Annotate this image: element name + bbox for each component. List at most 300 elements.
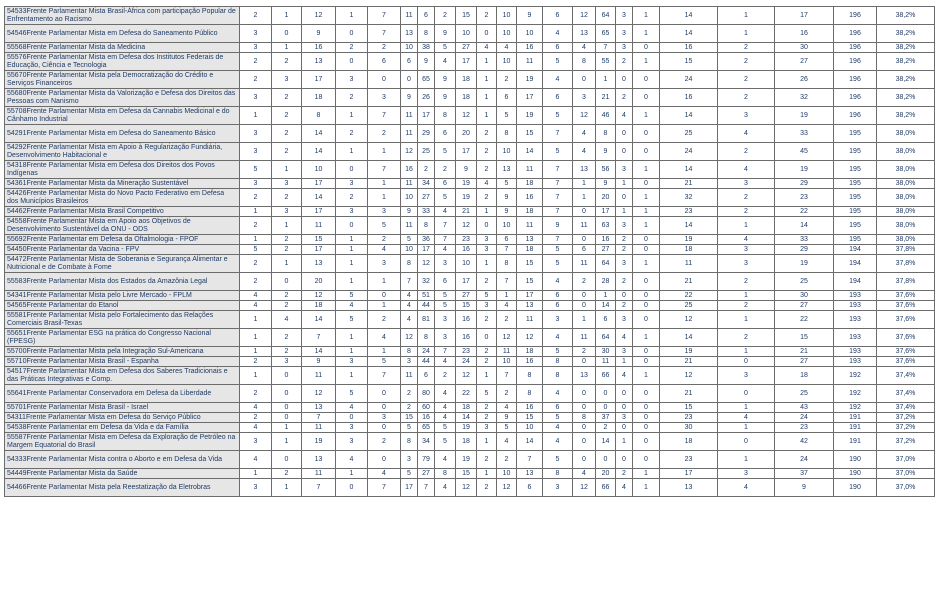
- count-cell: 16: [660, 43, 718, 53]
- count-cell: 7: [435, 217, 456, 235]
- table-row: [5, 301, 935, 311]
- percentage-cell: 38,0%: [877, 179, 935, 189]
- total-cell: 190: [834, 469, 877, 479]
- count-cell: 18: [517, 245, 543, 255]
- count-cell: 0: [573, 235, 596, 245]
- count-cell: 5: [543, 143, 573, 161]
- count-cell: 1: [336, 7, 368, 25]
- count-cell: 24: [660, 143, 718, 161]
- count-cell: 1: [616, 357, 633, 367]
- count-cell: 9: [401, 207, 418, 217]
- count-cell: 16: [302, 43, 336, 53]
- count-cell: 7: [543, 235, 573, 245]
- count-cell: 7: [368, 367, 401, 385]
- count-cell: 4: [718, 413, 775, 423]
- table-row: [5, 347, 935, 357]
- count-cell: 2: [477, 7, 497, 25]
- percentage-cell: 37,2%: [877, 433, 935, 451]
- count-cell: 7: [497, 273, 517, 291]
- table-row: [5, 25, 935, 43]
- count-cell: 18: [456, 403, 477, 413]
- count-cell: 3: [616, 7, 633, 25]
- count-cell: 18: [517, 347, 543, 357]
- front-name-cell: 54361Frente Parlamentar Mista da Mineração Sustentável: [5, 179, 240, 189]
- count-cell: 2: [368, 43, 401, 53]
- count-cell: 10: [497, 469, 517, 479]
- count-cell: 1: [633, 207, 660, 217]
- count-cell: 3: [240, 25, 272, 43]
- count-cell: 0: [336, 479, 368, 497]
- count-cell: 32: [660, 189, 718, 207]
- front-name-cell: 54538Frente Parlamentar em Defesa da Vida e da Família: [5, 423, 240, 433]
- count-cell: 21: [456, 207, 477, 217]
- count-cell: 16: [517, 357, 543, 367]
- count-cell: 0: [633, 89, 660, 107]
- count-cell: 3: [336, 433, 368, 451]
- count-cell: 1: [497, 291, 517, 301]
- count-cell: 1: [240, 107, 272, 125]
- table-row: [5, 479, 935, 497]
- count-cell: 10: [401, 43, 418, 53]
- front-name-cell: 54292Frente Parlamentar Mista em Apoio à Regularização Fundiária, Desenvolvimento Habitacional e: [5, 143, 240, 161]
- total-cell: 191: [834, 433, 877, 451]
- percentage-cell: 37,8%: [877, 273, 935, 291]
- count-cell: 0: [573, 423, 596, 433]
- count-cell: 4: [497, 433, 517, 451]
- count-cell: 10: [401, 189, 418, 207]
- count-cell: 1: [633, 329, 660, 347]
- count-cell: 16: [456, 329, 477, 347]
- count-cell: 16: [456, 311, 477, 329]
- count-cell: 0: [633, 235, 660, 245]
- count-cell: 5: [240, 161, 272, 179]
- count-cell: 2: [435, 161, 456, 179]
- count-cell: 3: [368, 207, 401, 217]
- count-cell: 3: [477, 235, 497, 245]
- count-cell: 2: [477, 273, 497, 291]
- count-cell: 1: [272, 217, 302, 235]
- table-row: [5, 255, 935, 273]
- count-cell: 5: [543, 451, 573, 469]
- table-row: [5, 413, 935, 423]
- count-cell: 4: [368, 245, 401, 255]
- count-cell: 29: [775, 179, 834, 189]
- count-cell: 3: [272, 71, 302, 89]
- total-cell: 196: [834, 89, 877, 107]
- count-cell: 0: [368, 403, 401, 413]
- count-cell: 1: [633, 107, 660, 125]
- percentage-cell: 37,0%: [877, 469, 935, 479]
- count-cell: 0: [573, 357, 596, 367]
- percentage-cell: 38,2%: [877, 71, 935, 89]
- count-cell: 1: [718, 451, 775, 469]
- count-cell: 2: [418, 161, 435, 179]
- count-cell: 19: [517, 71, 543, 89]
- count-cell: 0: [718, 385, 775, 403]
- count-cell: 0: [616, 423, 633, 433]
- count-cell: 2: [596, 423, 616, 433]
- front-name-cell: 54546Frente Parlamentar Mista em Defesa do Saneamento Público: [5, 25, 240, 43]
- count-cell: 3: [240, 479, 272, 497]
- count-cell: 0: [596, 451, 616, 469]
- count-cell: 1: [272, 479, 302, 497]
- count-cell: 4: [435, 53, 456, 71]
- count-cell: 24: [775, 413, 834, 423]
- count-cell: 1: [368, 301, 401, 311]
- count-cell: 9: [456, 161, 477, 179]
- count-cell: 44: [418, 357, 435, 367]
- count-cell: 1: [633, 367, 660, 385]
- count-cell: 3: [435, 329, 456, 347]
- count-cell: 15: [401, 413, 418, 423]
- total-cell: 191: [834, 413, 877, 423]
- count-cell: 4: [573, 143, 596, 161]
- count-cell: 9: [543, 217, 573, 235]
- count-cell: 6: [543, 7, 573, 25]
- count-cell: 30: [596, 347, 616, 357]
- count-cell: 2: [401, 385, 418, 403]
- percentage-cell: 38,0%: [877, 207, 935, 217]
- count-cell: 3: [616, 413, 633, 423]
- count-cell: 23: [660, 413, 718, 423]
- count-cell: 22: [775, 311, 834, 329]
- percentage-cell: 38,2%: [877, 89, 935, 107]
- count-cell: 25: [418, 143, 435, 161]
- percentage-cell: 37,6%: [877, 347, 935, 357]
- table-row: [5, 273, 935, 291]
- count-cell: 0: [633, 357, 660, 367]
- count-cell: 4: [240, 423, 272, 433]
- count-cell: 1: [336, 347, 368, 357]
- front-name-cell: 54466Frente Parlamentar Mista pela Reestatização da Eletrobras: [5, 479, 240, 497]
- count-cell: 3: [573, 89, 596, 107]
- count-cell: 1: [368, 143, 401, 161]
- count-cell: 19: [660, 235, 718, 245]
- count-cell: 0: [477, 329, 497, 347]
- count-cell: 4: [543, 273, 573, 291]
- count-cell: 6: [517, 479, 543, 497]
- count-cell: 2: [272, 329, 302, 347]
- count-cell: 14: [660, 25, 718, 43]
- count-cell: 2: [718, 273, 775, 291]
- count-cell: 16: [401, 161, 418, 179]
- count-cell: 0: [573, 385, 596, 403]
- count-cell: 2: [616, 53, 633, 71]
- count-cell: 8: [302, 107, 336, 125]
- count-cell: 1: [336, 235, 368, 245]
- total-cell: 195: [834, 207, 877, 217]
- count-cell: 9: [302, 25, 336, 43]
- count-cell: 2: [368, 433, 401, 451]
- report-table-container: [4, 6, 935, 497]
- count-cell: 2: [477, 143, 497, 161]
- count-cell: 5: [336, 385, 368, 403]
- count-cell: 3: [435, 255, 456, 273]
- count-cell: 16: [418, 413, 435, 423]
- count-cell: 5: [543, 255, 573, 273]
- total-cell: 196: [834, 71, 877, 89]
- count-cell: 21: [660, 357, 718, 367]
- count-cell: 5: [401, 423, 418, 433]
- count-cell: 0: [336, 161, 368, 179]
- count-cell: 17: [418, 107, 435, 125]
- total-cell: 192: [834, 403, 877, 413]
- percentage-cell: 38,0%: [877, 235, 935, 245]
- count-cell: 7: [543, 125, 573, 143]
- count-cell: 3: [543, 479, 573, 497]
- count-cell: 3: [718, 179, 775, 189]
- count-cell: 2: [240, 273, 272, 291]
- count-cell: 4: [435, 245, 456, 255]
- count-cell: 23: [775, 423, 834, 433]
- count-cell: 0: [633, 413, 660, 423]
- count-cell: 3: [543, 311, 573, 329]
- count-cell: 2: [477, 413, 497, 423]
- count-cell: 0: [718, 433, 775, 451]
- count-cell: 6: [497, 235, 517, 245]
- count-cell: 15: [775, 329, 834, 347]
- count-cell: 7: [517, 451, 543, 469]
- count-cell: 17: [660, 469, 718, 479]
- count-cell: 14: [302, 189, 336, 207]
- count-cell: 15: [456, 469, 477, 479]
- total-cell: 193: [834, 291, 877, 301]
- count-cell: 1: [368, 179, 401, 189]
- count-cell: 65: [418, 423, 435, 433]
- count-cell: 9: [775, 479, 834, 497]
- count-cell: 0: [336, 53, 368, 71]
- count-cell: 4: [435, 479, 456, 497]
- count-cell: 22: [660, 291, 718, 301]
- count-cell: 2: [477, 403, 497, 413]
- count-cell: 21: [775, 347, 834, 357]
- count-cell: 4: [616, 367, 633, 385]
- count-cell: 5: [497, 107, 517, 125]
- front-name-cell: 54311Frente Parlamentar Mista em Defesa do Serviço Público: [5, 413, 240, 423]
- count-cell: 1: [272, 255, 302, 273]
- count-cell: 2: [272, 189, 302, 207]
- percentage-cell: 37,6%: [877, 311, 935, 329]
- count-cell: 45: [775, 143, 834, 161]
- total-cell: 193: [834, 347, 877, 357]
- count-cell: 6: [543, 89, 573, 107]
- count-cell: 2: [336, 43, 368, 53]
- count-cell: 1: [477, 71, 497, 89]
- percentage-cell: 38,0%: [877, 217, 935, 235]
- table-row: [5, 125, 935, 143]
- count-cell: 3: [240, 43, 272, 53]
- count-cell: 2: [718, 71, 775, 89]
- count-cell: 0: [272, 403, 302, 413]
- count-cell: 2: [477, 357, 497, 367]
- total-cell: 195: [834, 143, 877, 161]
- total-cell: 193: [834, 301, 877, 311]
- count-cell: 23: [456, 347, 477, 357]
- count-cell: 1: [633, 53, 660, 71]
- count-cell: 27: [775, 301, 834, 311]
- count-cell: 7: [302, 413, 336, 423]
- count-cell: 38: [418, 43, 435, 53]
- percentage-cell: 38,2%: [877, 7, 935, 25]
- count-cell: 27: [418, 189, 435, 207]
- count-cell: 5: [401, 469, 418, 479]
- count-cell: 5: [497, 179, 517, 189]
- count-cell: 12: [456, 217, 477, 235]
- count-cell: 46: [596, 107, 616, 125]
- count-cell: 12: [573, 7, 596, 25]
- count-cell: 0: [573, 207, 596, 217]
- count-cell: 8: [401, 433, 418, 451]
- count-cell: 64: [596, 7, 616, 25]
- count-cell: 1: [336, 107, 368, 125]
- count-cell: 0: [633, 433, 660, 451]
- count-cell: 1: [477, 469, 497, 479]
- count-cell: 8: [418, 25, 435, 43]
- count-cell: 3: [477, 301, 497, 311]
- count-cell: 25: [660, 301, 718, 311]
- count-cell: 5: [543, 413, 573, 423]
- count-cell: 1: [240, 347, 272, 357]
- count-cell: 19: [456, 189, 477, 207]
- count-cell: 1: [272, 423, 302, 433]
- count-cell: 0: [633, 125, 660, 143]
- count-cell: 22: [456, 385, 477, 403]
- count-cell: 10: [456, 25, 477, 43]
- count-cell: 1: [718, 7, 775, 25]
- count-cell: 6: [368, 53, 401, 71]
- count-cell: 2: [718, 207, 775, 217]
- count-cell: 9: [418, 53, 435, 71]
- count-cell: 17: [456, 273, 477, 291]
- count-cell: 2: [336, 89, 368, 107]
- total-cell: 196: [834, 7, 877, 25]
- count-cell: 0: [573, 291, 596, 301]
- count-cell: 2: [272, 53, 302, 71]
- count-cell: 15: [517, 255, 543, 273]
- count-cell: 3: [240, 89, 272, 107]
- count-cell: 2: [435, 7, 456, 25]
- count-cell: 7: [435, 235, 456, 245]
- count-cell: 2: [272, 125, 302, 143]
- count-cell: 11: [401, 217, 418, 235]
- count-cell: 1: [573, 189, 596, 207]
- count-cell: 11: [596, 357, 616, 367]
- count-cell: 13: [401, 25, 418, 43]
- count-cell: 3: [401, 451, 418, 469]
- count-cell: 19: [775, 107, 834, 125]
- count-cell: 2: [240, 189, 272, 207]
- table-row: [5, 329, 935, 347]
- count-cell: 14: [660, 7, 718, 25]
- count-cell: 4: [272, 311, 302, 329]
- count-cell: 8: [497, 255, 517, 273]
- count-cell: 0: [718, 357, 775, 367]
- percentage-cell: 37,6%: [877, 291, 935, 301]
- count-cell: 9: [517, 7, 543, 25]
- count-cell: 1: [336, 255, 368, 273]
- count-cell: 5: [435, 433, 456, 451]
- count-cell: 0: [368, 71, 401, 89]
- count-cell: 1: [240, 235, 272, 245]
- count-cell: 1: [240, 207, 272, 217]
- count-cell: 7: [302, 329, 336, 347]
- count-cell: 0: [573, 451, 596, 469]
- total-cell: 195: [834, 179, 877, 189]
- count-cell: 5: [336, 311, 368, 329]
- count-cell: 1: [718, 291, 775, 301]
- total-cell: 192: [834, 385, 877, 403]
- count-cell: 0: [573, 403, 596, 413]
- count-cell: 8: [543, 469, 573, 479]
- count-cell: 1: [336, 469, 368, 479]
- front-name-cell: 55700Frente Parlamentar Mista pela Integração Sul-Americana: [5, 347, 240, 357]
- table-row: [5, 89, 935, 107]
- table-row: [5, 469, 935, 479]
- percentage-cell: 37,6%: [877, 301, 935, 311]
- count-cell: 2: [616, 245, 633, 255]
- count-cell: 0: [633, 143, 660, 161]
- percentage-cell: 38,2%: [877, 25, 935, 43]
- percentage-cell: 37,6%: [877, 357, 935, 367]
- count-cell: 2: [718, 189, 775, 207]
- table-row: [5, 311, 935, 329]
- front-name-cell: 55587Frente Parlamentar Mista em Defesa da Exploração de Petróleo na Margem Equatorial do Brasil: [5, 433, 240, 451]
- count-cell: 14: [302, 311, 336, 329]
- count-cell: 12: [302, 7, 336, 25]
- count-cell: 5: [240, 245, 272, 255]
- count-cell: 4: [573, 43, 596, 53]
- front-name-cell: 55583Frente Parlamentar Mista dos Estados da Amazônia Legal: [5, 273, 240, 291]
- front-name-cell: 54450Frente Parlamentar da Vacina - FPV: [5, 245, 240, 255]
- front-name-cell: 55710Frente Parlamentar Mista Brasil - Espanha: [5, 357, 240, 367]
- count-cell: 11: [401, 367, 418, 385]
- count-cell: 2: [240, 385, 272, 403]
- count-cell: 2: [240, 413, 272, 423]
- count-cell: 4: [435, 403, 456, 413]
- count-cell: 1: [573, 179, 596, 189]
- count-cell: 7: [368, 7, 401, 25]
- count-cell: 3: [477, 423, 497, 433]
- count-cell: 13: [302, 255, 336, 273]
- count-cell: 4: [368, 329, 401, 347]
- count-cell: 27: [456, 291, 477, 301]
- count-cell: 1: [272, 433, 302, 451]
- count-cell: 18: [456, 433, 477, 451]
- count-cell: 3: [718, 469, 775, 479]
- table-row: [5, 291, 935, 301]
- count-cell: 43: [775, 403, 834, 413]
- count-cell: 29: [775, 245, 834, 255]
- table-row: [5, 385, 935, 403]
- count-cell: 8: [543, 367, 573, 385]
- count-cell: 14: [775, 217, 834, 235]
- total-cell: 195: [834, 161, 877, 179]
- count-cell: 12: [497, 329, 517, 347]
- count-cell: 6: [401, 53, 418, 71]
- count-cell: 4: [616, 479, 633, 497]
- count-cell: 2: [477, 311, 497, 329]
- count-cell: 3: [368, 255, 401, 273]
- count-cell: 2: [240, 53, 272, 71]
- count-cell: 65: [418, 71, 435, 89]
- table-row: [5, 245, 935, 255]
- count-cell: 2: [718, 301, 775, 311]
- count-cell: 30: [775, 291, 834, 301]
- count-cell: 19: [456, 179, 477, 189]
- count-cell: 4: [435, 385, 456, 403]
- count-cell: 0: [336, 413, 368, 423]
- percentage-cell: 37,4%: [877, 403, 935, 413]
